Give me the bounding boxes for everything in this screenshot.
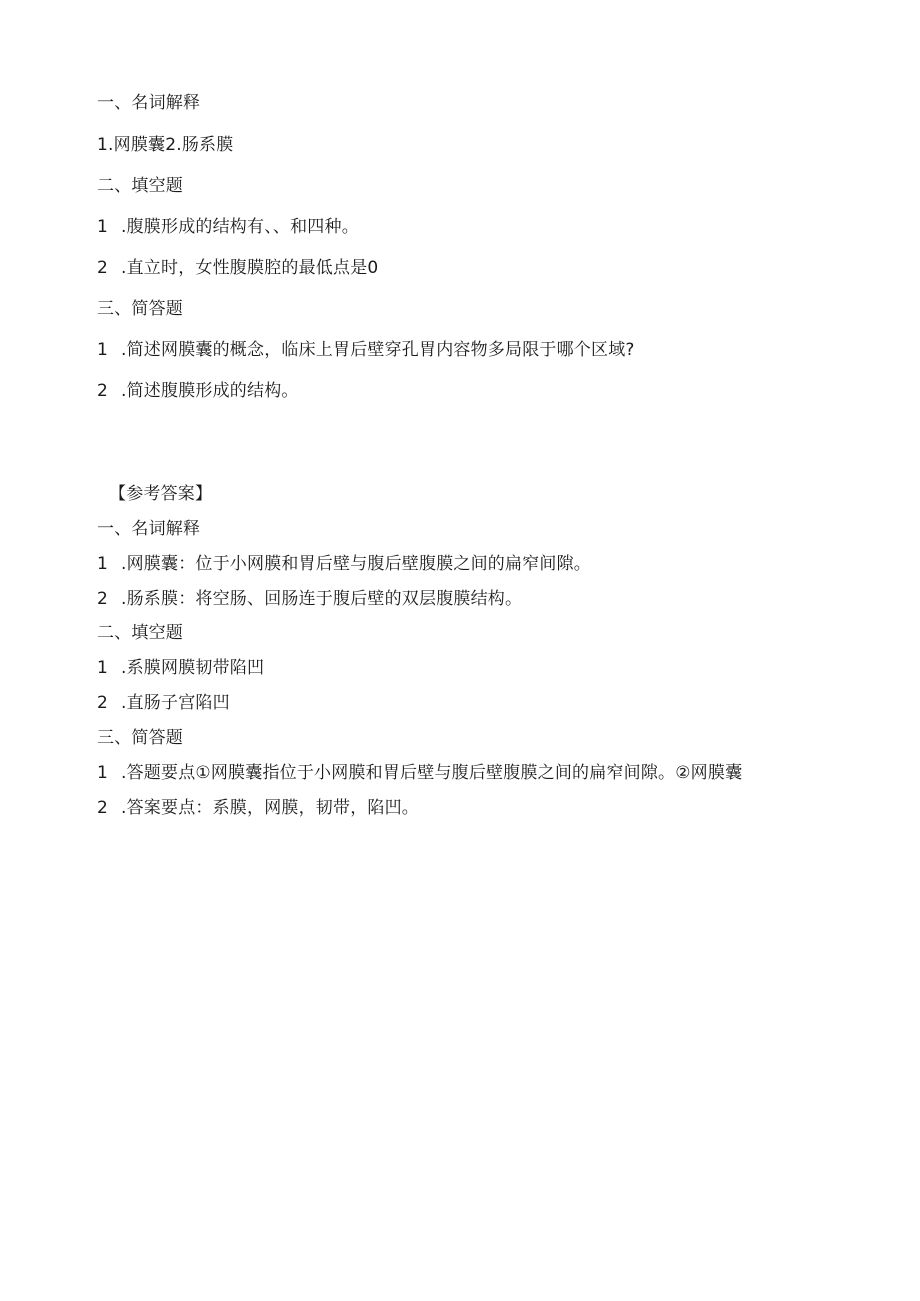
item-text: .直肠子宫陷凹 (121, 693, 230, 713)
item-number: 2 (97, 798, 109, 818)
answer-short-2 (97, 797, 419, 819)
answer-terms-1 (97, 553, 591, 575)
fill-question-2 (97, 257, 378, 279)
fill-question-1 (97, 216, 359, 238)
item-number: 1 (97, 658, 109, 678)
item-text: .腹膜形成的结构有、、和四种。 (121, 217, 359, 237)
item-text: .简述腹膜形成的结构。 (121, 381, 299, 401)
item-number: 2 (97, 589, 109, 609)
item-number: 1 (97, 763, 109, 783)
answer-terms-2 (97, 588, 522, 610)
item-text: .肠系膜：将空肠、回肠连于腹后壁的双层腹膜结构。 (121, 589, 523, 609)
item-number: 2 (97, 693, 109, 713)
short-answer-question-2 (97, 380, 299, 402)
section-heading-terms: 一、名词解释 (97, 93, 201, 113)
answer-section-heading-fill: 二、填空题 (97, 623, 183, 643)
item-number: 1 (97, 340, 109, 360)
answer-section-heading-terms: 一、名词解释 (97, 519, 201, 539)
item-number: 1 (97, 554, 109, 574)
item-number: 2 (97, 258, 109, 278)
section-heading-fill: 二、填空题 (97, 176, 183, 196)
section-heading-short-answer: 三、简答题 (97, 299, 183, 319)
item-text: .答题要点①网膜囊指位于小网膜和胃后壁与腹后壁腹膜之间的扁窄间隙。②网膜囊 (121, 763, 743, 783)
item-number: 1 (97, 217, 109, 237)
short-answer-question-1 (97, 339, 635, 361)
item-text: .直立时，女性腹膜腔的最低点是0 (121, 258, 379, 278)
answer-section-heading-short-answer: 三、简答题 (97, 728, 183, 748)
item-number: 2 (97, 381, 109, 401)
item-text: .网膜囊：位于小网膜和胃后壁与腹后壁腹膜之间的扁窄间隙。 (121, 554, 592, 574)
item-text: .答案要点：系膜，网膜，韧带，陷凹。 (121, 798, 420, 818)
terms-question-line: 1.网膜囊2.肠系膜 (97, 135, 234, 155)
answer-short-1 (97, 762, 742, 784)
answer-fill-2 (97, 692, 230, 714)
item-text: .简述网膜囊的概念，临床上胃后壁穿孔胃内容物多局限于哪个区域? (121, 340, 635, 360)
answer-title: 【参考答案】 (109, 484, 213, 504)
answer-fill-1 (97, 657, 264, 679)
item-text: .系膜网膜韧带陷凹 (121, 658, 265, 678)
